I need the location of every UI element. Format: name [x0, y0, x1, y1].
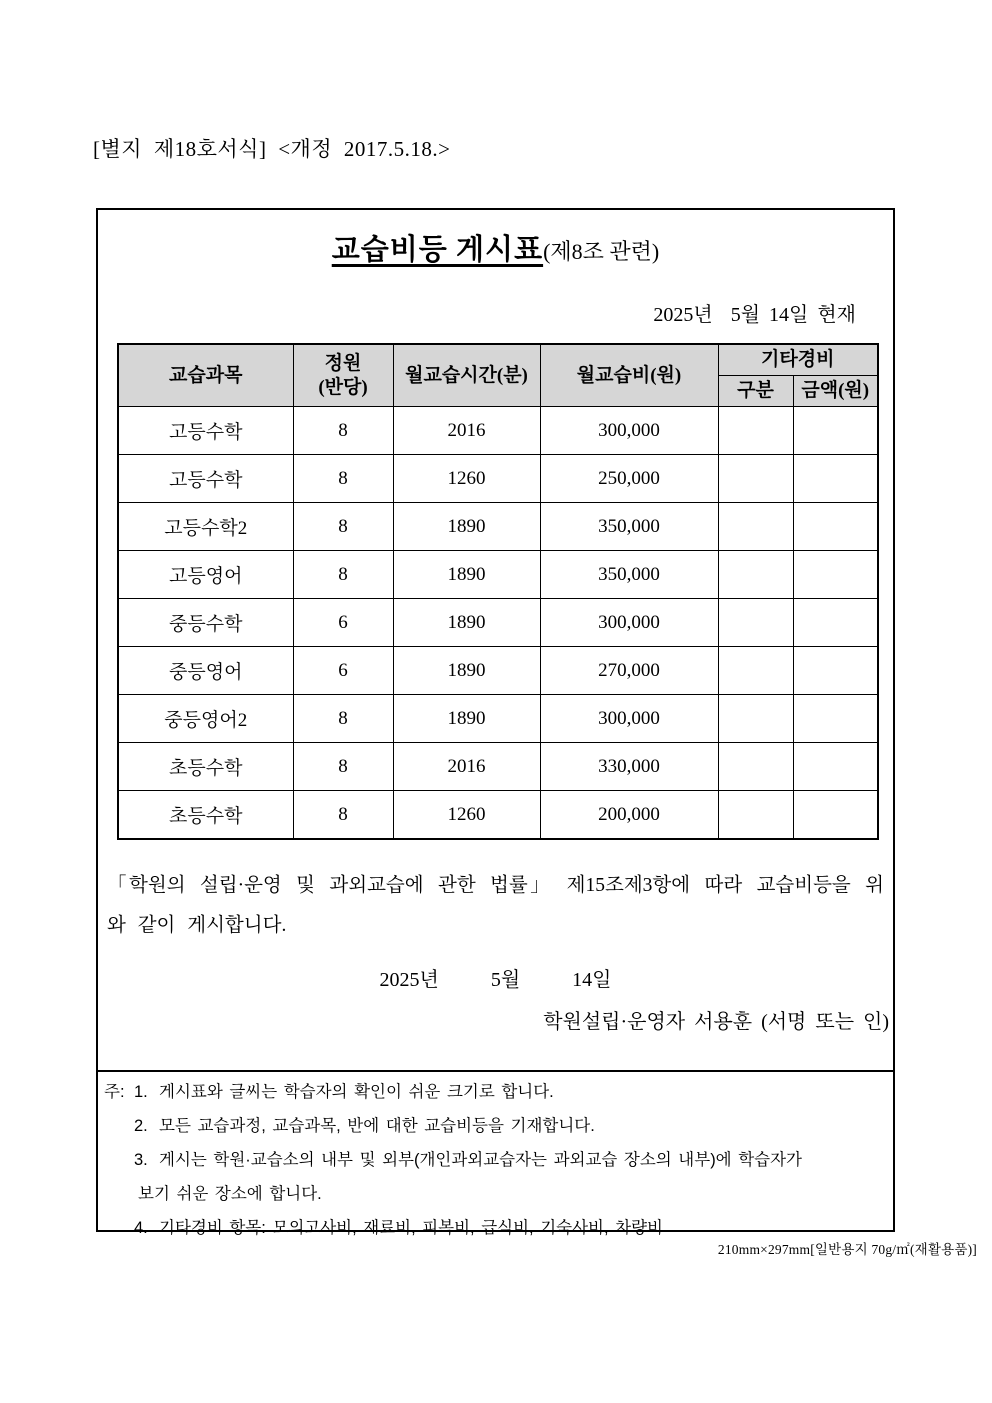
note-number: 4. — [134, 1219, 148, 1237]
table-row — [118, 791, 878, 840]
cell-etc-amount — [793, 647, 878, 695]
header-capacity-line2: (반당) — [318, 376, 368, 398]
table-row — [118, 743, 878, 791]
cell-capacity: 8 — [293, 743, 393, 791]
cell-fee: 350,000 — [540, 503, 718, 551]
table-row — [118, 695, 878, 743]
statement-date-day: 14일 — [572, 969, 612, 991]
header-monthly-fee: 월교습비(원) — [540, 344, 718, 407]
cell-minutes: 1890 — [393, 647, 540, 695]
table-row — [118, 407, 878, 455]
cell-subject: 중등영어 — [118, 647, 293, 695]
legal-statement-line2: 와 같이 게시합니다. — [107, 915, 287, 936]
cell-minutes: 1890 — [393, 503, 540, 551]
page-title: 교습비등 게시표 — [331, 234, 544, 266]
cell-etc-amount — [793, 407, 878, 455]
page-title-suffix: (제8조 관련) — [543, 239, 660, 264]
tuition-fee-table — [117, 343, 879, 840]
cell-etc-category — [718, 743, 793, 791]
table-row — [118, 647, 878, 695]
cell-capacity: 8 — [293, 791, 393, 840]
cell-subject: 중등영어2 — [118, 695, 293, 743]
notice-box — [96, 208, 895, 1237]
title-block — [117, 232, 874, 273]
cell-etc-amount — [793, 599, 878, 647]
cell-minutes: 2016 — [393, 743, 540, 791]
cell-fee: 250,000 — [540, 455, 718, 503]
note-text: 게시표와 글씨는 학습자의 확인이 쉬운 크기로 합니다. — [159, 1083, 554, 1101]
cell-etc-category — [718, 503, 793, 551]
paper-spec-footer: 210mm×297mm[일반용지 70g/㎡(재활용품)] — [717, 1242, 977, 1257]
note-item-2 — [104, 1109, 885, 1143]
cell-subject: 고등수학 — [118, 407, 293, 455]
cell-fee: 270,000 — [540, 647, 718, 695]
note-number: 2. — [134, 1117, 148, 1135]
cell-capacity: 8 — [293, 455, 393, 503]
header-expense-amount: 금액(원) — [793, 376, 878, 407]
cell-etc-category — [718, 647, 793, 695]
cell-minutes: 1260 — [393, 791, 540, 840]
cell-etc-amount — [793, 695, 878, 743]
cell-fee: 300,000 — [540, 599, 718, 647]
cell-etc-amount — [793, 455, 878, 503]
note-item-1 — [104, 1075, 885, 1109]
table-row — [118, 455, 878, 503]
cell-etc-category — [718, 551, 793, 599]
cell-fee: 350,000 — [540, 551, 718, 599]
cell-etc-category — [718, 407, 793, 455]
cell-minutes: 1260 — [393, 455, 540, 503]
cell-etc-amount — [793, 551, 878, 599]
cell-capacity: 8 — [293, 695, 393, 743]
statement-date-year: 2025년 — [379, 969, 439, 991]
cell-subject: 중등수학 — [118, 599, 293, 647]
cell-etc-amount — [793, 503, 878, 551]
legal-statement-line1: 「학원의 설립·운영 및 과외교습에 관한 법률」 제15조제3항에 따라 교습비등을 위 — [107, 875, 884, 896]
signature-line: 학원설립·운영자 서용훈 (서명 또는 인) — [543, 1011, 889, 1033]
note-text: 기타경비 항목: 모의고사비, 재료비, 피복비, 급식비, 기숙사비, 차량비 — [159, 1219, 663, 1237]
cell-fee: 300,000 — [540, 407, 718, 455]
cell-fee: 200,000 — [540, 791, 718, 840]
table-header — [118, 344, 878, 407]
cell-capacity: 8 — [293, 407, 393, 455]
cell-etc-amount — [793, 743, 878, 791]
cell-subject: 고등수학 — [118, 455, 293, 503]
cell-etc-amount — [793, 791, 878, 840]
header-expense-category: 구분 — [718, 376, 793, 407]
header-capacity-line1: 정원 — [324, 352, 362, 374]
note-number: 1. — [134, 1083, 148, 1101]
note-item-3 — [104, 1143, 885, 1177]
cell-etc-category — [718, 455, 793, 503]
cell-minutes: 1890 — [393, 551, 540, 599]
cell-capacity: 6 — [293, 599, 393, 647]
header-subject: 교습과목 — [118, 344, 293, 407]
form-number-label: [별지 제18호서식] <개정 2017.5.18.> — [93, 137, 451, 161]
notice-main-section — [98, 210, 893, 1070]
table-row — [118, 503, 878, 551]
statement-date — [117, 968, 874, 992]
cell-subject: 초등수학 — [118, 743, 293, 791]
cell-subject: 초등수학 — [118, 791, 293, 840]
table-row — [118, 551, 878, 599]
notes-section — [98, 1070, 893, 1237]
header-capacity — [293, 344, 393, 407]
note-number: 3. — [134, 1151, 148, 1169]
cell-fee: 300,000 — [540, 695, 718, 743]
table-row — [118, 599, 878, 647]
cell-subject: 고등수학2 — [118, 503, 293, 551]
cell-etc-category — [718, 791, 793, 840]
cell-etc-category — [718, 599, 793, 647]
notes-label: 주: — [104, 1083, 125, 1101]
header-monthly-minutes: 월교습시간(분) — [393, 344, 540, 407]
cell-capacity: 6 — [293, 647, 393, 695]
table-body — [118, 407, 878, 840]
statement-date-month: 5월 — [490, 969, 521, 991]
cell-minutes: 1890 — [393, 695, 540, 743]
table-header-row-1 — [118, 344, 878, 376]
header-other-expenses: 기타경비 — [718, 344, 878, 376]
note-text: 게시는 학원·교습소의 내부 및 외부(개인과외교습자는 과외교습 장소의 내부)에 학습자가 — [159, 1151, 802, 1169]
cell-subject: 고등영어 — [118, 551, 293, 599]
note-text: 모든 교습과정, 교습과목, 반에 대한 교습비등을 기재합니다. — [159, 1117, 595, 1135]
note-item-3-continued: 보기 쉬운 장소에 합니다. — [138, 1185, 322, 1203]
cell-capacity: 8 — [293, 551, 393, 599]
cell-fee: 330,000 — [540, 743, 718, 791]
cell-minutes: 1890 — [393, 599, 540, 647]
legal-statement — [107, 866, 884, 946]
as-of-date: 2025년 5월 14일 현재 — [653, 304, 856, 326]
cell-etc-category — [718, 695, 793, 743]
cell-capacity: 8 — [293, 503, 393, 551]
cell-minutes: 2016 — [393, 407, 540, 455]
